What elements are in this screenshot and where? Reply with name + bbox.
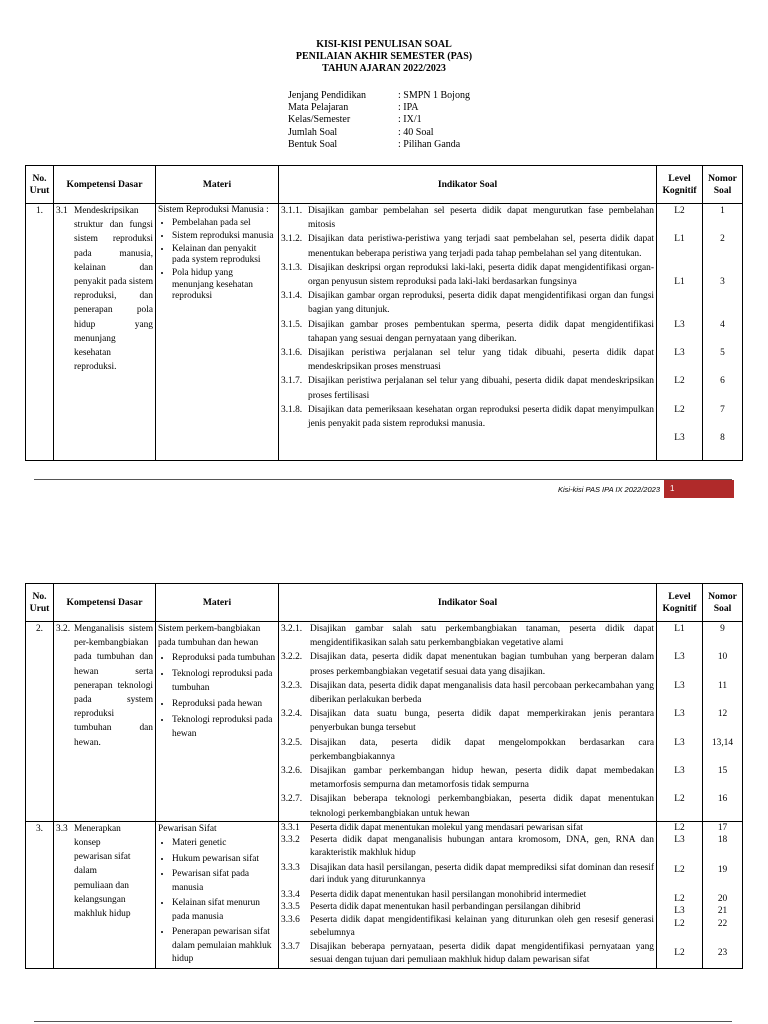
indikator-number: 3.3.7 xyxy=(281,942,300,953)
materi-item: • Reproduksi pada hewan xyxy=(172,696,276,712)
nomor-value: 6 xyxy=(720,376,725,387)
indikator-text: Peserta didik dapat menentukan hasil persilangan monohibrid intermediet xyxy=(310,889,587,900)
indikator-item xyxy=(281,622,654,650)
col-header-indikator: Indikator Soal xyxy=(279,166,657,204)
materi-item: • Sistem reproduksi manusia xyxy=(172,230,276,243)
nomor-value: 18 xyxy=(717,835,728,846)
kisi-table-page-1 xyxy=(25,165,743,461)
footer-text: Kisi-kisi PAS IPA IX 2022/2023 xyxy=(558,485,660,494)
level-value: L2 xyxy=(674,206,685,216)
indikator-item xyxy=(281,261,654,289)
indikator-cell xyxy=(279,204,657,461)
indikator-number: 3.2.1. xyxy=(281,624,303,634)
indikator-item xyxy=(281,901,654,914)
indikator-text: Disajikan gambar proses pembentukan sperma, peserta didik dapat mengidentifikasi tahapan yang sesuai dengan pernyataan yang diberikan. xyxy=(308,319,654,344)
col-header-kd: Kompetensi Dasar xyxy=(54,166,156,204)
indikator-number: 3.1.4. xyxy=(281,291,303,302)
materi-heading: Sistem Reproduksi Manusia : xyxy=(158,205,269,215)
indikator-text: Disajikan data, peserta didik dapat menganalisis data hasil percobaan perkecambahan yang diberikan perlakukan berbeda xyxy=(310,680,654,706)
meta-value: : Pilihan Ganda xyxy=(398,138,461,150)
indikator-item xyxy=(281,792,654,820)
col-header-level: Level Kognitif xyxy=(657,584,703,622)
indikator-item xyxy=(281,204,654,232)
nomor-value: 19 xyxy=(717,864,728,875)
indikator-text: Disajikan data hasil persilangan, peserta didik dapat memprediksi sifat dominan dan resesif dari induk yang diturunkannya xyxy=(310,862,654,886)
nomor-value: 21 xyxy=(717,906,728,917)
nomor-value: 23 xyxy=(717,948,728,959)
indikator-number: 3.3.6 xyxy=(281,915,300,925)
meta-value: : IPA xyxy=(398,102,419,114)
level-value: L3 xyxy=(674,737,685,748)
table-row xyxy=(26,622,743,822)
indikator-item xyxy=(281,679,654,707)
materi-item: • Pembelahan pada sel xyxy=(172,217,276,230)
nomor-value: 22 xyxy=(717,919,728,929)
materi-item: • Materi genetic xyxy=(172,836,276,852)
indikator-number: 3.3.1 xyxy=(281,822,300,833)
nomor-value: 3 xyxy=(720,276,725,287)
level-value: L2 xyxy=(674,893,685,904)
indikator-text: Peserta didik dapat menganalisis hubungan antara kromosom, DNA, gen, RNA dan karakteristik makhluk hidup xyxy=(310,835,654,859)
meta-value: : IX/1 xyxy=(398,114,422,126)
indikator-text: Disajikan beberapa teknologi perkembangbiakan, peserta didik dapat menentukan teknologi perkembangbiakan untuk hewan xyxy=(310,794,654,819)
nomor-cell xyxy=(703,204,743,461)
col-header-no: No. Urut xyxy=(26,166,54,204)
indikator-item xyxy=(281,403,654,431)
indikator-item xyxy=(281,374,654,402)
row-number: 3. xyxy=(26,821,54,968)
materi-item: • Kelainan sifat menurun pada manusia xyxy=(172,896,276,925)
indikator-number: 3.3.5 xyxy=(281,902,300,913)
nomor-value: 4 xyxy=(720,319,725,330)
nomor-value: 20 xyxy=(717,893,728,904)
level-value: L3 xyxy=(674,680,685,691)
level-cell xyxy=(657,622,703,822)
indikator-item xyxy=(281,232,654,260)
nomor-value: 11 xyxy=(717,680,728,691)
level-value: L1 xyxy=(674,276,685,287)
indikator-text: Disajikan data pemeriksaan kesehatan organ reproduksi peserta didik dapat menyimpulkan jenis penyakit pada sistem reproduksi manusia. xyxy=(308,404,654,430)
indikator-cell xyxy=(279,821,657,968)
level-value: L3 xyxy=(674,765,685,776)
footer-divider xyxy=(34,479,732,480)
kd-cell xyxy=(54,622,156,822)
indikator-text: Disajikan gambar pembelahan sel peserta didik dapat mengurutkan fase pembelahan mitosis xyxy=(308,206,654,231)
nomor-value: 15 xyxy=(717,765,728,776)
indikator-number: 3.1.8. xyxy=(281,404,303,415)
kisi-table-page-2 xyxy=(25,583,743,969)
indikator-text: Disajikan gambar perkembangan hidup hewan, peserta didik dapat membedakan metamorfosis sempurna dan metamorfosis tidak sempurna xyxy=(310,766,654,791)
level-value: L1 xyxy=(674,234,685,245)
nomor-value: 12 xyxy=(717,709,728,720)
indikator-text: Disajikan deskripsi organ reproduksi laki-laki, peserta didik dapat mengidentifikasi organ-organ penyusun sistem reproduksi pada laki-laki berdasarkan fungsinya xyxy=(308,262,654,288)
indikator-item xyxy=(281,914,654,939)
indikator-number: 3.3.4 xyxy=(281,889,300,900)
indikator-number: 3.1.6. xyxy=(281,348,303,359)
footer-divider xyxy=(34,1021,732,1022)
level-value: L3 xyxy=(674,709,685,720)
indikator-item xyxy=(281,764,654,792)
materi-heading: Sistem perkem-bangbiakan pada tumbuhan dan hewan xyxy=(158,624,261,649)
col-header-materi: Materi xyxy=(156,166,279,204)
nomor-value: 1 xyxy=(720,206,725,216)
meta-key: Jenjang Pendidikan xyxy=(288,90,367,101)
indikator-number: 3.1.5. xyxy=(281,319,303,330)
table-row xyxy=(26,204,743,461)
indikator-cell xyxy=(279,622,657,822)
materi-item: • Pewarisan sifat pada manusia xyxy=(172,867,276,896)
level-value: L3 xyxy=(674,433,685,444)
nomor-value: 9 xyxy=(720,624,725,634)
indikator-text: Disajikan peristiwa perjalanan sel telur yang tidak dibuahi, peserta didik dapat mendeskripsikan proses menstruasi xyxy=(308,348,654,373)
col-header-nomor: Nomor Soal xyxy=(703,166,743,204)
indikator-item xyxy=(281,707,654,735)
kd-cell xyxy=(54,204,156,461)
col-header-nomor: Nomor Soal xyxy=(703,584,743,622)
indikator-number: 3.1.3. xyxy=(281,262,303,273)
title-line-3: TAHUN AJARAN 2022/2023 xyxy=(322,63,446,74)
indikator-item xyxy=(281,822,654,835)
indikator-item xyxy=(281,834,654,859)
indikator-text: Peserta didik dapat mengidentifikasi kelainan yang diturunkan oleh gen resesif generasi sebelumnya xyxy=(310,915,654,938)
indikator-item xyxy=(281,860,654,887)
kd-number: 3.2. xyxy=(56,624,71,634)
materi-item: • Reproduksi pada tumbuhan xyxy=(172,650,276,666)
level-value: L3 xyxy=(674,652,685,663)
document-meta xyxy=(288,90,470,151)
level-value: L2 xyxy=(674,948,685,959)
title-line-2: PENILAIAN AKHIR SEMESTER (PAS) xyxy=(295,51,473,62)
title-line-1: KISI-KISI PENULISAN SOAL xyxy=(316,39,452,50)
row-number: 1. xyxy=(26,204,54,461)
materi-cell xyxy=(156,622,279,822)
indikator-number: 3.2.2. xyxy=(281,652,303,663)
col-header-no: No. Urut xyxy=(26,584,54,622)
indikator-text: Disajikan data suatu bunga, peserta didik dapat memperkirakan jenis perantara penyerbukan bunga tersebut xyxy=(310,709,654,734)
indikator-item xyxy=(281,318,654,346)
nomor-value: 10 xyxy=(717,652,728,663)
level-value: L2 xyxy=(674,794,685,805)
indikator-text: Peserta didik dapat menentukan molekul yang mendasari pewarisan sifat xyxy=(310,822,583,833)
nomor-cell xyxy=(703,622,743,822)
indikator-text: Disajikan gambar organ reproduksi, peserta didik dapat mengidentifikasi organ dan fungsi bagian yang ditunjuk. xyxy=(308,291,654,316)
indikator-number: 3.1.1. xyxy=(281,206,303,216)
indikator-text: Disajikan data peristiwa-peristiwa yang terjadi saat pembelahan sel, peserta didik dapat menentukan beberapa peristiwa yang terjadi pada tahap pembelahan sel yang ditentukan. xyxy=(308,234,654,259)
table-row xyxy=(26,821,743,968)
indikator-number: 3.1.7. xyxy=(281,376,303,387)
kd-number: 3.3 xyxy=(56,823,68,834)
kd-cell xyxy=(54,821,156,968)
indikator-number: 3.3.3 xyxy=(281,862,300,873)
indikator-number: 3.1.2. xyxy=(281,234,303,245)
nomor-value: 13,14 xyxy=(711,737,734,748)
kd-text: Mendeskripsikan struktur dan fungsi sistem reproduksi pada manusia, kelainan dan penyakit pada sistem reproduksi, dan penerapan pola hidup yang menunjang kesehatan reproduksi. xyxy=(74,206,153,373)
materi-heading: Pewarisan Sifat xyxy=(158,823,217,834)
meta-value: : 40 Soal xyxy=(398,126,434,138)
nomor-value: 16 xyxy=(717,794,728,805)
indikator-item xyxy=(281,346,654,374)
col-header-level: Level Kognitif xyxy=(657,166,703,204)
kd-text: Menerapkan konsep pewarisan sifat dalam pemuliaan dan kelangsungan makhluk hidup xyxy=(74,823,131,920)
level-value: L2 xyxy=(674,376,685,387)
indikator-text: Disajikan data, peserta didik dapat mengelompokkan berdasarkan cara perkembangbiakannya xyxy=(310,737,654,762)
indikator-text: Disajikan peristiwa perjalanan sel telur yang dibuahi, peserta didik dapat mendeskripsikan proses fertilisasi xyxy=(308,376,654,401)
indikator-text: Disajikan gambar salah satu perkembangbiakan tanaman, peserta didik dapat mengidentifikasikan salah satu perkembangbiakan vegetative alami xyxy=(310,624,654,649)
kd-number: 3.1 xyxy=(56,206,68,216)
level-value: L3 xyxy=(674,906,685,917)
indikator-text: Disajikan beberapa pernyataan, peserta didik dapat mengidentifikasi pernyataan yang sesuai dengan tujuan dari pemuliaan makhluk hidup dalam pewarisan sifat xyxy=(310,942,654,965)
indikator-text: Disajikan data, peserta didik dapat menentukan bagian tumbuhan yang berperan dalam proses perkembangbiakan vegetatif sesuai data yang disajikan. xyxy=(310,652,654,677)
nomor-value: 8 xyxy=(720,433,725,444)
nomor-cell xyxy=(703,821,743,968)
document-title xyxy=(0,39,768,75)
meta-value: : SMPN 1 Bojong xyxy=(398,90,470,101)
materi-cell xyxy=(156,204,279,461)
indikator-number: 3.2.5. xyxy=(281,737,303,748)
indikator-number: 3.3.2 xyxy=(281,835,300,846)
indikator-number: 3.2.6. xyxy=(281,766,303,777)
level-value: L3 xyxy=(674,319,685,330)
materi-cell xyxy=(156,821,279,968)
level-cell xyxy=(657,821,703,968)
row-number: 2. xyxy=(26,622,54,822)
meta-key: Jumlah Soal xyxy=(288,126,338,138)
col-header-kd: Kompetensi Dasar xyxy=(54,584,156,622)
meta-key: Mata Pelajaran xyxy=(288,102,349,114)
col-header-indikator: Indikator Soal xyxy=(279,584,657,622)
materi-item: • Kelainan dan penyakit pada system reproduksi xyxy=(172,243,276,267)
nomor-value: 7 xyxy=(720,404,725,415)
level-value: L2 xyxy=(674,404,685,415)
nomor-value: 17 xyxy=(717,822,728,833)
indikator-item xyxy=(281,939,654,966)
materi-item: • Penerapan pewarisan sifat dalam pemulaian mahkluk hidup xyxy=(172,925,276,968)
nomor-value: 2 xyxy=(720,234,725,245)
level-value: L1 xyxy=(674,624,685,634)
level-cell xyxy=(657,204,703,461)
col-header-materi: Materi xyxy=(156,584,279,622)
indikator-item xyxy=(281,887,654,902)
indikator-number: 3.2.4. xyxy=(281,709,303,720)
level-value: L3 xyxy=(674,835,685,846)
level-value: L2 xyxy=(674,822,685,833)
materi-item: • Teknologi reproduksi pada tumbuhan xyxy=(172,666,276,696)
level-value: L3 xyxy=(674,347,685,358)
meta-key: Bentuk Soal xyxy=(288,138,338,150)
indikator-text: Peserta didik dapat menentukan hasil perbandingan persilangan dihibrid xyxy=(310,902,581,913)
nomor-value: 5 xyxy=(720,347,725,358)
indikator-item xyxy=(281,736,654,764)
indikator-number: 3.2.3. xyxy=(281,680,303,691)
indikator-item xyxy=(281,650,654,678)
kd-text: Menganalisis sistem per-kembangbiakan pada tumbuhan dan hewan serta penerapan teknologi pada system reproduksi tumbuhan dan hewan. xyxy=(74,624,153,748)
meta-key: Kelas/Semester xyxy=(288,114,351,126)
page-number: 1 xyxy=(664,480,734,498)
level-value: L2 xyxy=(674,919,685,929)
materi-item: • Pola hidup yang menunjang kesehatan reproduksi xyxy=(172,267,276,303)
materi-item: • Teknologi reproduksi pada hewan xyxy=(172,712,276,742)
level-value: L2 xyxy=(674,864,685,875)
indikator-item xyxy=(281,289,654,317)
indikator-number: 3.2.7. xyxy=(281,794,303,805)
materi-item: • Hukum pewarisan sifat xyxy=(172,852,276,868)
